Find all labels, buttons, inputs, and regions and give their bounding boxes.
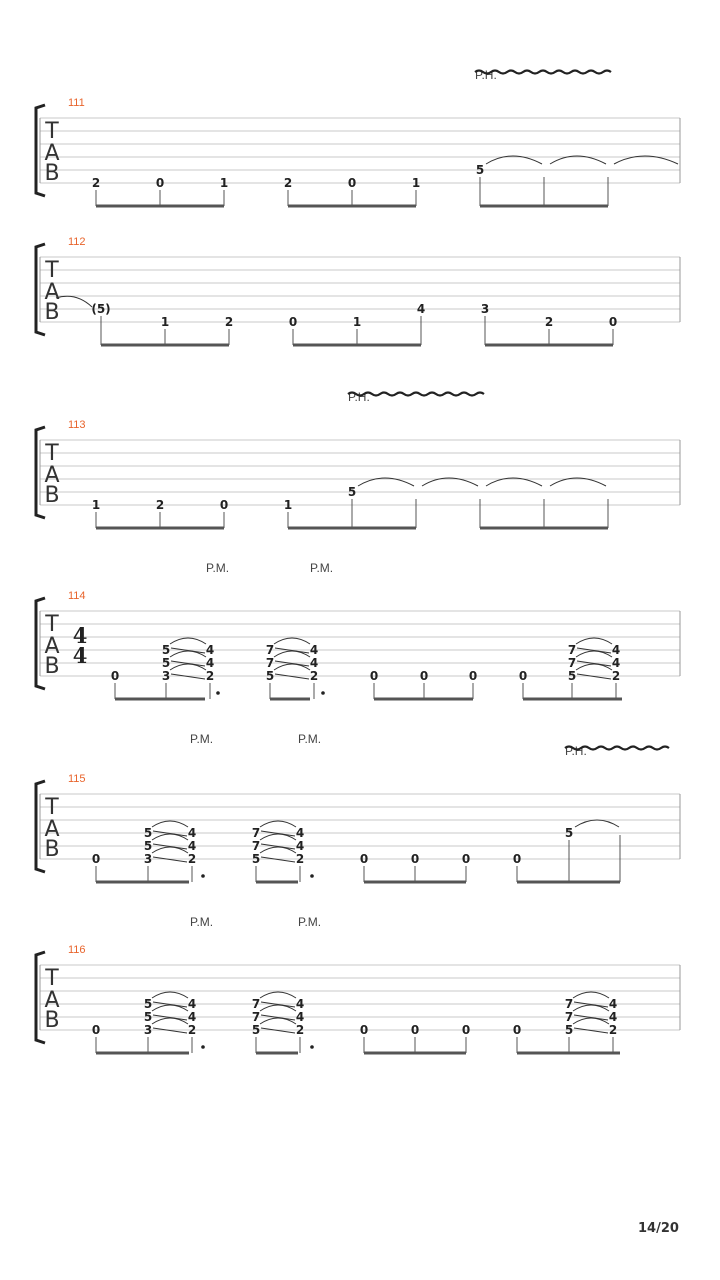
- fret-number: 0: [461, 852, 471, 866]
- fret-number: 4: [608, 997, 618, 1011]
- fret-number: 1: [219, 176, 229, 190]
- tab-system-115: [36, 732, 680, 882]
- fret-number: 4: [611, 656, 621, 670]
- fret-number: 4: [187, 1010, 197, 1024]
- palm-mute-label: P.M.: [298, 915, 322, 929]
- time-signature-top: 4: [72, 623, 88, 648]
- fret-number: 4: [295, 997, 305, 1011]
- fret-number: 0: [608, 315, 618, 329]
- rhythm-dot: [321, 691, 325, 695]
- fret-number: 2: [187, 852, 197, 866]
- fret-number: 5: [143, 839, 153, 853]
- fret-number: 3: [480, 302, 490, 316]
- tie-arc: [260, 821, 296, 827]
- tab-system-113: [36, 390, 680, 528]
- tab-clef-a: A: [44, 988, 60, 1013]
- tie-arc: [573, 992, 609, 998]
- tab-clef-a: A: [44, 817, 60, 842]
- fret-number: 0: [369, 669, 379, 683]
- measure-number: 113: [68, 419, 86, 431]
- pinch-harmonic-label: P.H.: [475, 68, 497, 82]
- fret-number: 2: [295, 1023, 305, 1037]
- fret-number: 7: [567, 656, 577, 670]
- fret-number: 7: [265, 656, 275, 670]
- fret-number: 2: [155, 498, 165, 512]
- fret-number: (5): [91, 302, 111, 316]
- tab-system-112: [36, 236, 680, 345]
- time-signature-bottom: 4: [72, 643, 88, 668]
- tab-clef-b: B: [44, 300, 60, 325]
- fret-number: 5: [347, 485, 357, 499]
- measure-number: 114: [68, 590, 86, 602]
- tie-arc: [152, 992, 188, 998]
- tab-system-114: [36, 561, 680, 699]
- fret-number: 4: [205, 643, 215, 657]
- fret-number: 5: [143, 997, 153, 1011]
- rhythm-dot: [216, 691, 220, 695]
- fret-number: 0: [359, 1023, 369, 1037]
- fret-number: 7: [564, 997, 574, 1011]
- tab-clef-t: T: [45, 795, 59, 820]
- fret-number: 5: [564, 1023, 574, 1037]
- fret-number: 5: [251, 852, 261, 866]
- fret-number: 0: [419, 669, 429, 683]
- tab-clef-t: T: [45, 441, 59, 466]
- vibrato-line: [565, 747, 669, 750]
- fret-number: 0: [359, 852, 369, 866]
- tab-clef-b: B: [44, 837, 60, 862]
- fret-number: 2: [91, 176, 101, 190]
- pinch-harmonic-label: P.H.: [565, 744, 587, 758]
- rhythm-dot: [310, 874, 314, 878]
- tab-clef-b: B: [44, 161, 60, 186]
- fret-number: 4: [205, 656, 215, 670]
- fret-number: 5: [265, 669, 275, 683]
- fret-number: 4: [416, 302, 426, 316]
- fret-number: 5: [251, 1023, 261, 1037]
- fret-number: 0: [518, 669, 528, 683]
- fret-number: 7: [251, 826, 261, 840]
- tab-clef-t: T: [45, 258, 59, 283]
- fret-number: 0: [91, 852, 101, 866]
- fret-number: 5: [475, 163, 485, 177]
- page-number: 14/20: [638, 1221, 679, 1236]
- fret-number: 4: [309, 656, 319, 670]
- tie-arc: [170, 638, 206, 644]
- tie-arc: [576, 638, 612, 644]
- fret-number: 4: [295, 826, 305, 840]
- fret-number: 0: [91, 1023, 101, 1037]
- tab-system-116: [36, 915, 680, 1053]
- tab-clef-t: T: [45, 119, 59, 144]
- fret-number: 1: [91, 498, 101, 512]
- palm-mute-label: P.M.: [310, 561, 334, 575]
- measure-number: 116: [68, 944, 86, 956]
- tie-arc: [274, 638, 310, 644]
- measure-number: 115: [68, 773, 86, 785]
- fret-number: 4: [187, 839, 197, 853]
- fret-number: 5: [161, 643, 171, 657]
- fret-number: 4: [309, 643, 319, 657]
- fret-number: 3: [143, 1023, 153, 1037]
- tab-clef-a: A: [44, 634, 60, 659]
- tie-arc: [260, 992, 296, 998]
- fret-number: 4: [187, 826, 197, 840]
- fret-number: 0: [410, 852, 420, 866]
- fret-number: 2: [187, 1023, 197, 1037]
- tie-arc: [152, 821, 188, 827]
- palm-mute-label: P.M.: [298, 732, 322, 746]
- palm-mute-label: P.M.: [190, 915, 214, 929]
- fret-number: 0: [110, 669, 120, 683]
- fret-number: 7: [251, 839, 261, 853]
- fret-number: 5: [143, 1010, 153, 1024]
- fret-number: 4: [295, 1010, 305, 1024]
- tab-clef-a: A: [44, 463, 60, 488]
- fret-number: 0: [410, 1023, 420, 1037]
- rhythm-dot: [201, 874, 205, 878]
- tie-arc: [575, 820, 619, 827]
- tie-arc: [56, 296, 92, 307]
- tab-clef-b: B: [44, 654, 60, 679]
- tab-clef-t: T: [45, 612, 59, 637]
- fret-number: 0: [461, 1023, 471, 1037]
- pinch-harmonic-label: P.H.: [348, 390, 370, 404]
- fret-number: 0: [155, 176, 165, 190]
- fret-number: 0: [347, 176, 357, 190]
- tab-clef-t: T: [45, 966, 59, 991]
- fret-number: 4: [608, 1010, 618, 1024]
- fret-number: 4: [295, 839, 305, 853]
- fret-number: 2: [608, 1023, 618, 1037]
- fret-number: 2: [309, 669, 319, 683]
- fret-number: 5: [567, 669, 577, 683]
- measure-number: 111: [68, 97, 85, 109]
- tab-clef-b: B: [44, 483, 60, 508]
- rhythm-dot: [310, 1045, 314, 1049]
- fret-number: 0: [468, 669, 478, 683]
- fret-number: 1: [352, 315, 362, 329]
- fret-number: 7: [251, 997, 261, 1011]
- fret-number: 2: [544, 315, 554, 329]
- fret-number: 7: [265, 643, 275, 657]
- tab-system-111: [36, 68, 680, 206]
- rhythm-dot: [201, 1045, 205, 1049]
- fret-number: 2: [295, 852, 305, 866]
- tab-clef-a: A: [44, 141, 60, 166]
- fret-number: 7: [251, 1010, 261, 1024]
- fret-number: 0: [512, 1023, 522, 1037]
- fret-number: 4: [187, 997, 197, 1011]
- fret-number: 1: [283, 498, 293, 512]
- fret-number: 2: [224, 315, 234, 329]
- fret-number: 5: [143, 826, 153, 840]
- fret-number: 0: [512, 852, 522, 866]
- fret-number: 5: [564, 826, 574, 840]
- fret-number: 2: [283, 176, 293, 190]
- fret-number: 3: [143, 852, 153, 866]
- tab-clef-a: A: [44, 280, 60, 305]
- fret-number: 0: [288, 315, 298, 329]
- fret-number: 7: [564, 1010, 574, 1024]
- palm-mute-label: P.M.: [206, 561, 230, 575]
- fret-number: 3: [161, 669, 171, 683]
- fret-number: 5: [161, 656, 171, 670]
- fret-number: 1: [411, 176, 421, 190]
- fret-number: 2: [611, 669, 621, 683]
- fret-number: 7: [567, 643, 577, 657]
- measure-number: 112: [68, 236, 86, 248]
- fret-number: 4: [611, 643, 621, 657]
- fret-number: 0: [219, 498, 229, 512]
- fret-number: 1: [160, 315, 170, 329]
- fret-number: 2: [205, 669, 215, 683]
- tab-clef-b: B: [44, 1008, 60, 1033]
- palm-mute-label: P.M.: [190, 732, 214, 746]
